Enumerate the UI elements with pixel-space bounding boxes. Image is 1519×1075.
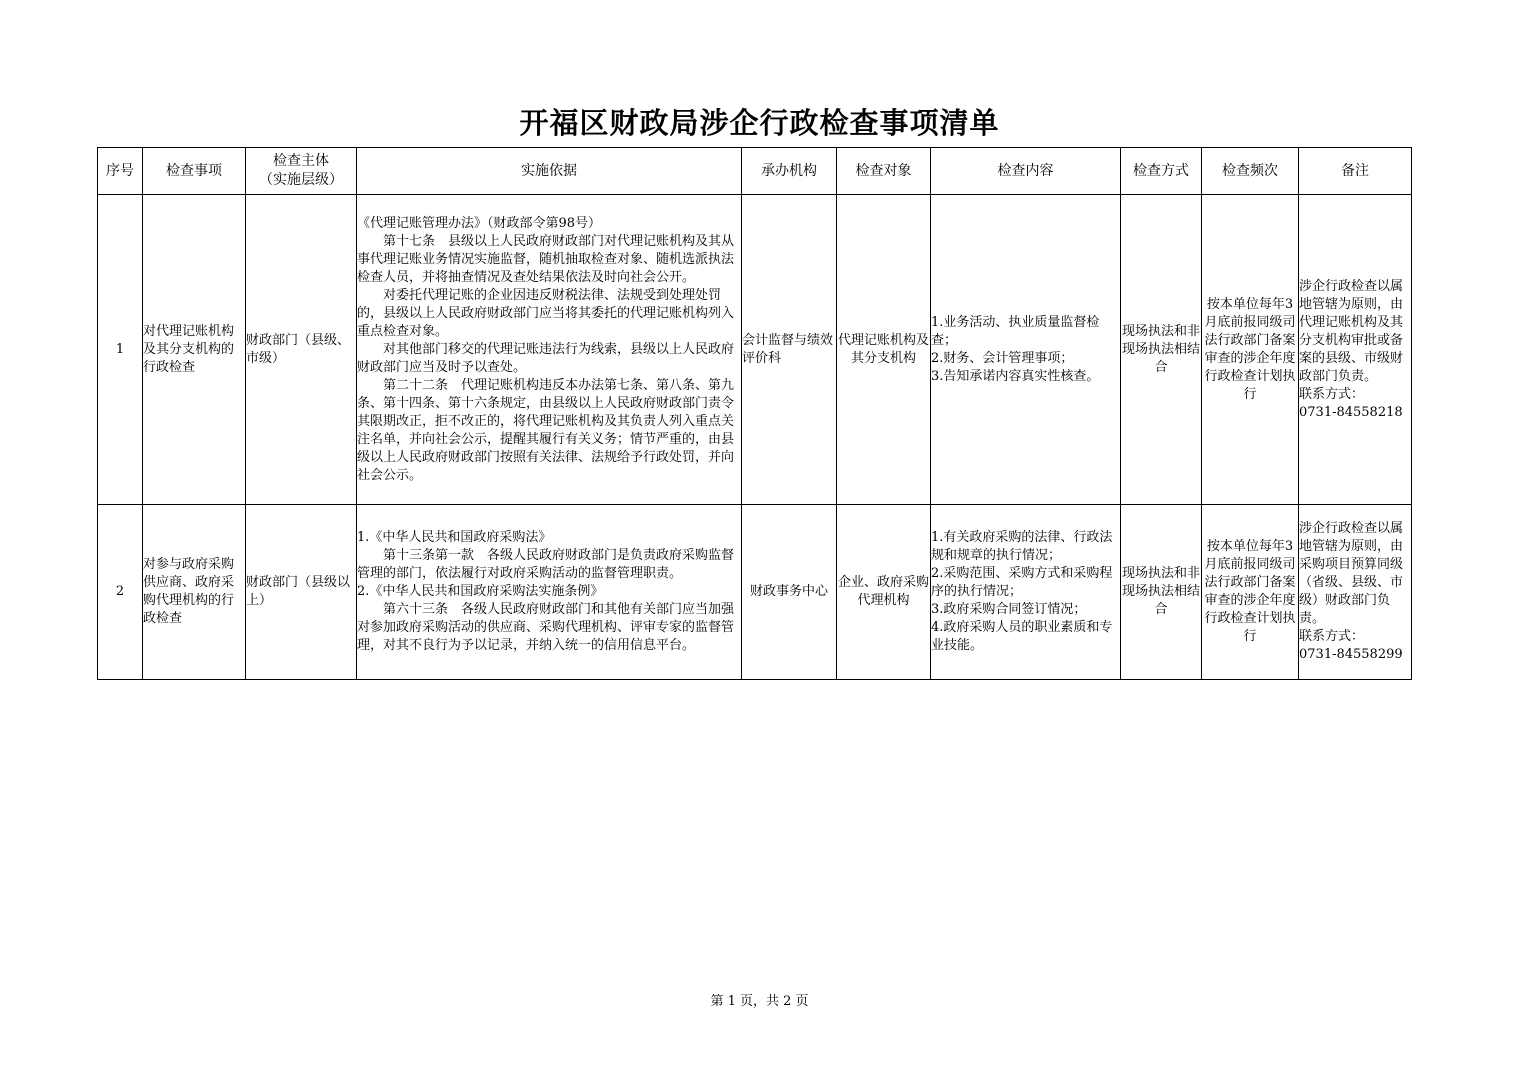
- cell-subject: 财政部门（县级以上）: [246, 505, 357, 680]
- header-row: [98, 148, 1412, 195]
- cell-remarks: [1299, 505, 1412, 680]
- basis-paragraph: 第十七条 县级以上人民政府财政部门对代理记账机构及其从事代理记账业务情况实施监督，随机抽取检查对象、随机选派执法检查人员，并将抽查情况及查处结果依法及时向社会公开。: [357, 233, 735, 285]
- page-footer: 第 1 页，共 2 页: [710, 994, 809, 1009]
- remarks-text: 涉企行政检查以属地管辖为原则，由代理记账机构及其分支机构审批或备案的县级、市级财政部门负责。: [1299, 278, 1404, 384]
- content-line: 3.告知承诺内容真实性核查。: [931, 368, 1100, 384]
- cell-subject: 财政部门（县级、市级）: [246, 195, 357, 505]
- basis-paragraph: 对其他部门移交的代理记账违法行为线索，县级以上人民政府财政部门应当及时予以查处。: [357, 341, 735, 375]
- basis-paragraph: 第六十三条 各级人民政府财政部门和其他有关部门应当加强对参加政府采购活动的供应商、采购代理机构、评审专家的监督管理，对其不良行为予以记录，并纳入统一的信用信息平台。: [357, 602, 735, 653]
- cell-item: 对代理记账机构及其分支机构的行政检查: [143, 195, 246, 505]
- cell-seq: 1: [98, 195, 143, 505]
- contact-number: 0731-84558218: [1299, 404, 1403, 420]
- inspection-table: [97, 147, 1412, 680]
- header-subject: [246, 148, 357, 195]
- cell-remarks: [1299, 195, 1412, 505]
- cell-org: 财政事务中心: [742, 505, 837, 680]
- basis-paragraph: 1.《中华人民共和国政府采购法》: [357, 530, 552, 545]
- content-line: 1.有关政府采购的法律、行政法规和规章的执行情况；: [931, 530, 1113, 563]
- header-target: 检查对象: [837, 148, 931, 195]
- header-remarks: 备注: [1299, 148, 1412, 195]
- header-frequency: 检查频次: [1202, 148, 1299, 195]
- content-line: 3.政府采购合同签订情况；: [931, 602, 1087, 617]
- header-seq: 序号: [98, 148, 143, 195]
- cell-method: 现场执法和非现场执法相结合: [1121, 195, 1202, 505]
- header-basis: 实施依据: [357, 148, 742, 195]
- page-title: 开福区财政局涉企行政检查事项清单: [519, 106, 1000, 140]
- cell-seq: 2: [98, 505, 143, 680]
- cell-basis: [357, 195, 742, 505]
- header-subject-line2: （实施层级）: [259, 172, 343, 188]
- header-content: 检查内容: [931, 148, 1121, 195]
- contact-number: 0731-84558299: [1299, 647, 1403, 662]
- basis-paragraph: 2.《中华人民共和国政府采购法实施条例》: [357, 584, 604, 599]
- cell-content: [931, 195, 1121, 505]
- remarks-text: 涉企行政检查以属地管辖为原则，由采购项目预算同级（省级、县级、市级）财政部门负责。: [1299, 521, 1404, 626]
- table-row: [98, 505, 1412, 680]
- contact-label: 联系方式：: [1299, 386, 1365, 402]
- content-line: 2.财务、会计管理事项；: [931, 350, 1074, 366]
- cell-item: 对参与政府采购供应商、政府采购代理机构的行政检查: [143, 505, 246, 680]
- cell-basis: [357, 505, 742, 680]
- content-line: 1.业务活动、执业质量监督检查；: [931, 314, 1100, 348]
- cell-target: 企业、政府采购代理机构: [837, 505, 931, 680]
- cell-target: 代理记账机构及其分支机构: [837, 195, 931, 505]
- basis-paragraph: 第二十二条 代理记账机构违反本办法第七条、第八条、第九条、第十四条、第十六条规定，由县级以上人民政府财政部门责令其限期改正，拒不改正的，将代理记账机构及其负责人列入重点关注名单，并向社会公示，提醒其履行有关义务；情节严重的，由县级以上人民政府财政部门按照有关法律、法规给予行政处罚，并向社会公示。: [357, 377, 735, 483]
- contact-label: 联系方式：: [1299, 629, 1365, 644]
- basis-paragraph: 对委托代理记账的企业因违反财税法律、法规受到处理处罚的，县级以上人民政府财政部门应当将其委托的代理记账机构列入重点检查对象。: [357, 287, 735, 339]
- content-line: 2.采购范围、采购方式和采购程序的执行情况；: [931, 566, 1113, 599]
- header-item: 检查事项: [143, 148, 246, 195]
- content-line: 4.政府采购人员的职业素质和专业技能。: [931, 620, 1113, 653]
- cell-frequency: 按本单位每年3月底前报同级司法行政部门备案审查的涉企年度行政检查计划执行: [1202, 505, 1299, 680]
- cell-frequency: 按本单位每年3月底前报同级司法行政部门备案审查的涉企年度行政检查计划执行: [1202, 195, 1299, 505]
- header-method: 检查方式: [1121, 148, 1202, 195]
- header-subject-line1: 检查主体: [273, 153, 329, 169]
- header-org: 承办机构: [742, 148, 837, 195]
- table-row: [98, 195, 1412, 505]
- cell-method: 现场执法和非现场执法相结合: [1121, 505, 1202, 680]
- basis-paragraph: 《代理记账管理办法》（财政部令第98号）: [357, 215, 602, 231]
- cell-content: [931, 505, 1121, 680]
- cell-org: 会计监督与绩效评价科: [742, 195, 837, 505]
- basis-paragraph: 第十三条第一款 各级人民政府财政部门是负责政府采购监督管理的部门，依法履行对政府采购活动的监督管理职责。: [357, 548, 735, 581]
